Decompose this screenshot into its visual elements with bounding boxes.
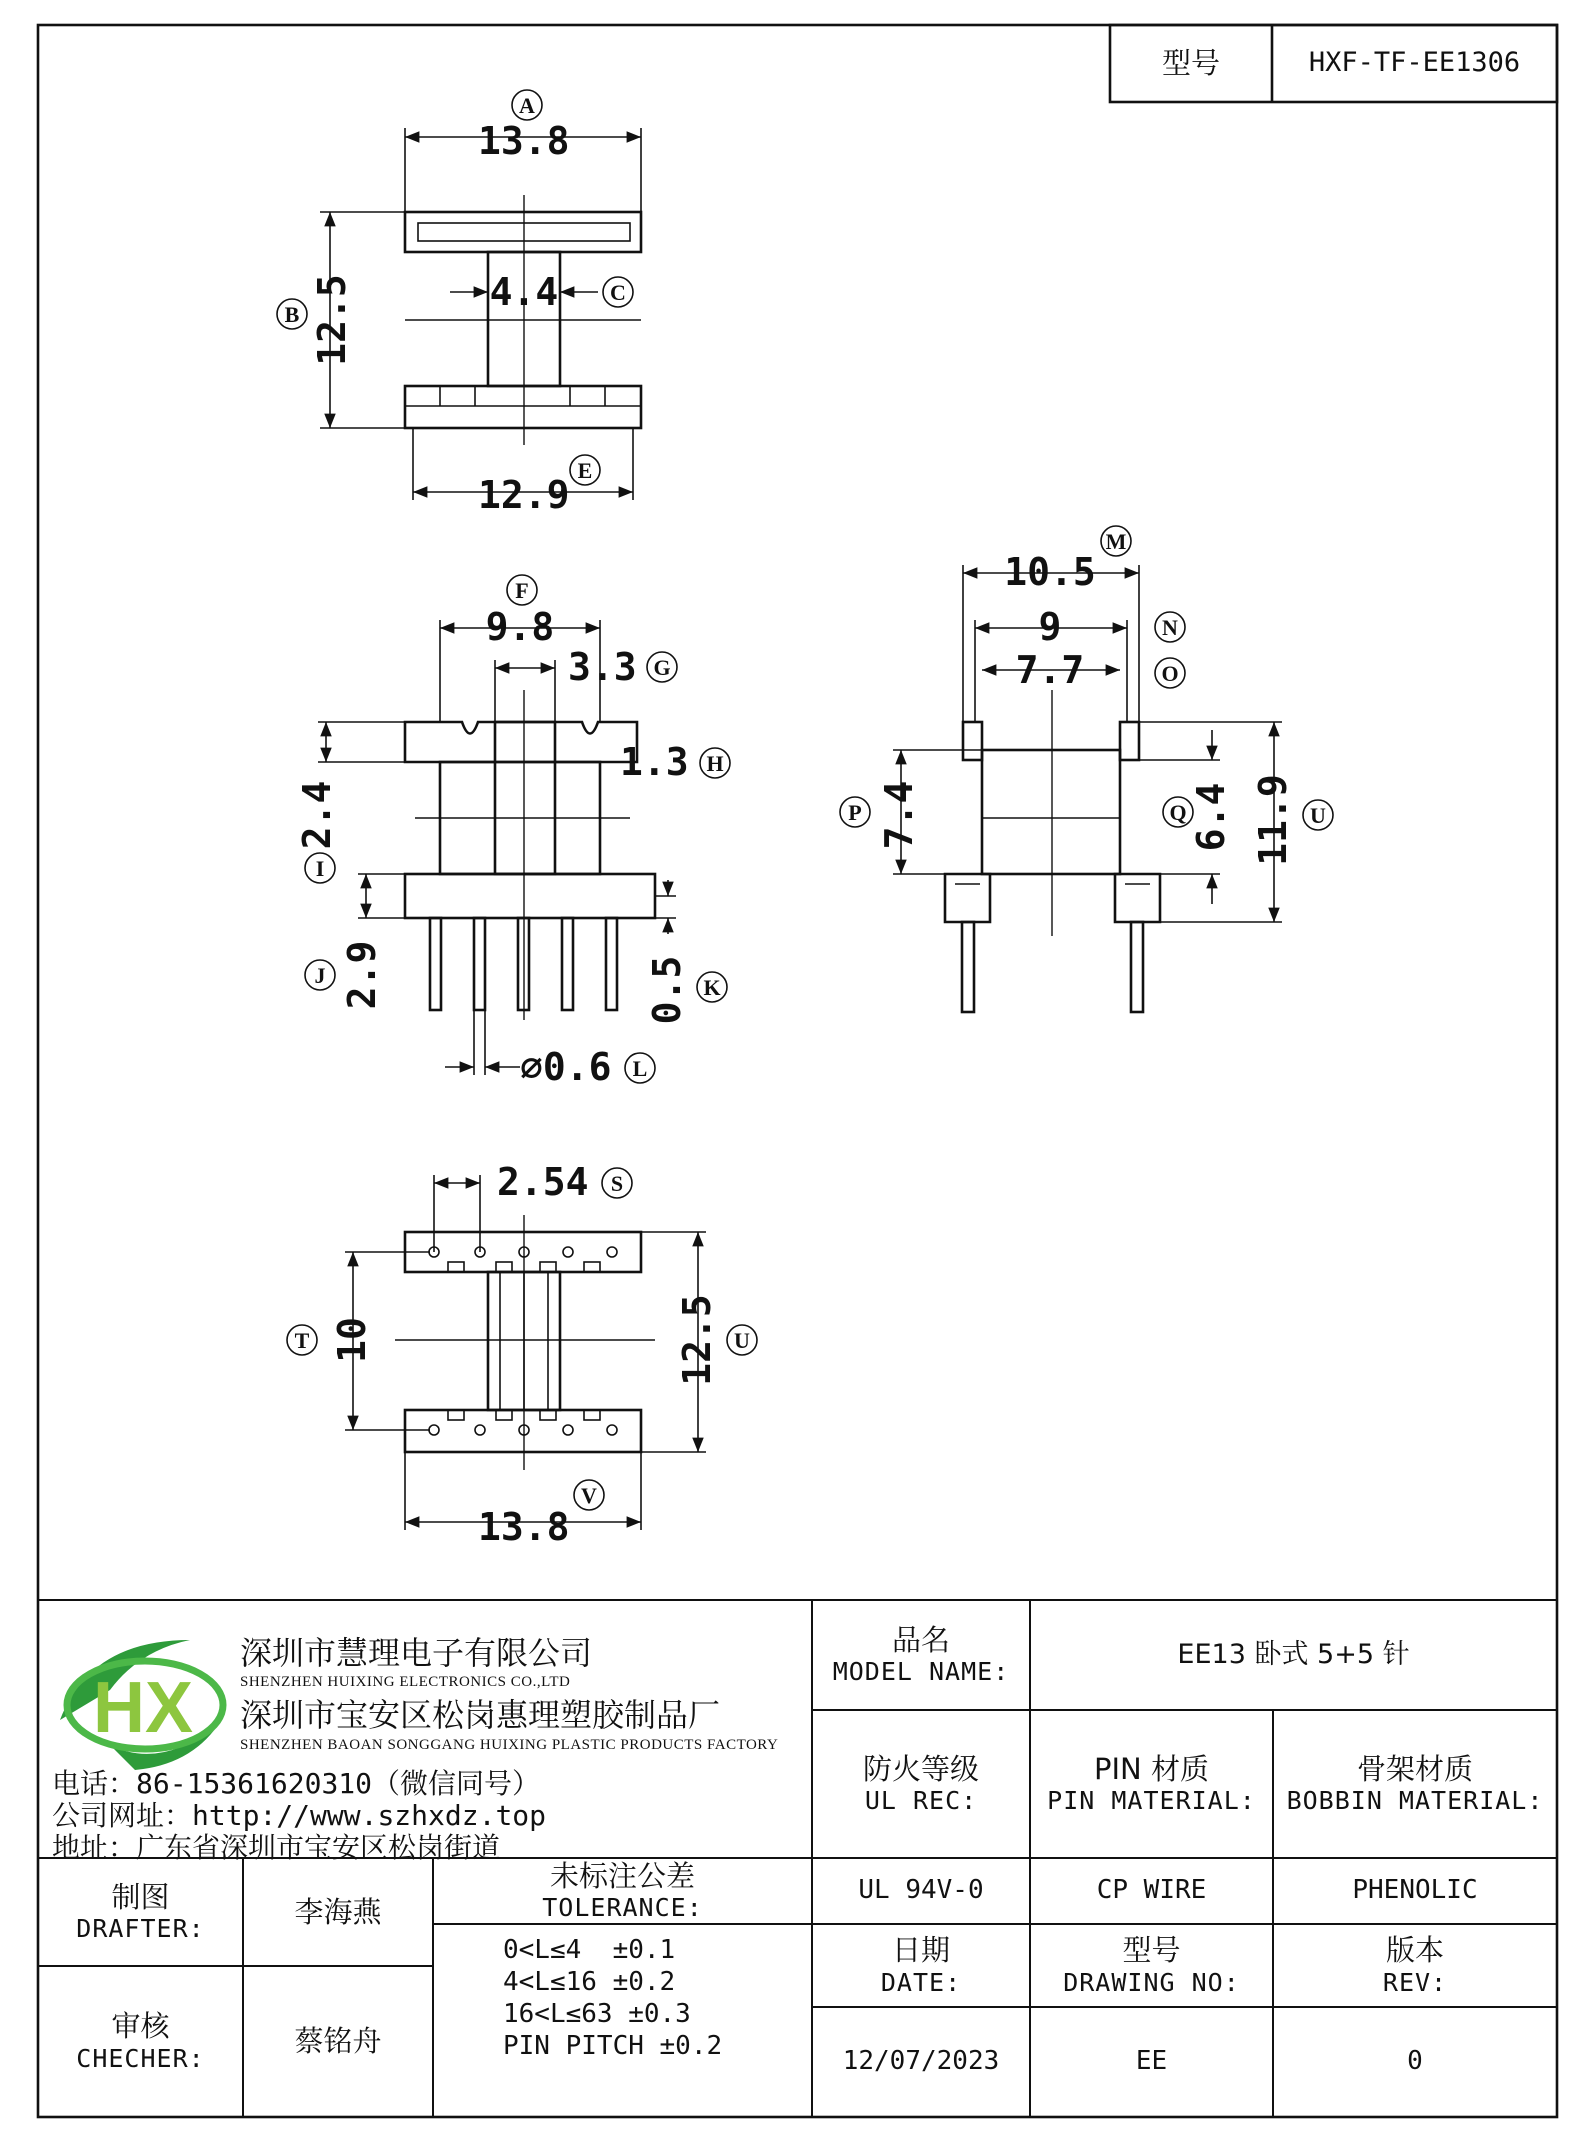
marker-H xyxy=(700,748,730,778)
ul-rec-value: UL 94V-0 xyxy=(858,1875,984,1906)
phone-label: 电话： xyxy=(52,1767,137,1800)
dim-V: 13.8 xyxy=(478,1505,570,1549)
marker-P xyxy=(840,797,870,827)
dim-J: 2.9 xyxy=(340,940,384,1010)
marker-J xyxy=(305,960,335,990)
svg-text:C: C xyxy=(610,280,626,305)
bobbin-material-label: 骨架材质 BOBBIN MATERIAL: xyxy=(1286,1751,1544,1816)
drawing-no-label: 型号 DRAWING NO: xyxy=(1063,1933,1240,1997)
pin-material-label: PIN 材质 PIN MATERIAL: xyxy=(1047,1751,1256,1816)
dim-U2: 12.5 xyxy=(675,1294,719,1386)
tolerance-label: 未标注公差 TOLERANCE: xyxy=(542,1858,703,1923)
svg-text:I: I xyxy=(315,856,325,881)
web-url[interactable]: http://www.szhxdz.top xyxy=(192,1799,547,1832)
marker-S xyxy=(602,1168,632,1198)
svg-text:E: E xyxy=(577,458,593,483)
svg-text:V: V xyxy=(581,1483,597,1508)
top-view xyxy=(320,128,641,500)
svg-text:U: U xyxy=(734,1328,750,1353)
dim-Q: 6.4 xyxy=(1189,782,1233,852)
factory-name-en: SHENZHEN BAOAN SONGGANG HUIXING PLASTIC PRODUCTS FACTORY xyxy=(240,1737,779,1753)
factory-name-zh: 深圳市宝安区松岗惠理塑胶制品厂 xyxy=(240,1696,721,1734)
phone-number: 86-15361620310 xyxy=(136,1767,373,1800)
bobbin-material-value: PHENOLIC xyxy=(1352,1875,1478,1906)
web-label: 公司网址： xyxy=(52,1799,193,1832)
company-name-en: SHENZHEN HUIXING ELECTRONICS CO.,LTD xyxy=(240,1674,571,1690)
header-model-label: 型号 xyxy=(1161,46,1220,81)
model-name-label: 品名 MODEL NAME: xyxy=(832,1622,1010,1687)
ul-rec-label: 防火等级 UL REC: xyxy=(862,1751,979,1816)
checker-label: 审核 CHECHER: xyxy=(76,2009,205,2073)
svg-text:G: G xyxy=(653,655,671,680)
dim-A: 13.8 xyxy=(478,119,570,163)
drawing-no-value: EE xyxy=(1135,2046,1168,2077)
marker-A xyxy=(512,90,542,120)
svg-text:N: N xyxy=(1162,615,1178,640)
tolerance-line-4: PIN PITCH ±0.2 xyxy=(503,2031,723,2061)
svg-text:F: F xyxy=(515,578,529,603)
svg-text:P: P xyxy=(848,800,862,825)
svg-text:U: U xyxy=(1310,803,1326,828)
rev-label: 版本 REV: xyxy=(1382,1933,1448,1997)
marker-T xyxy=(287,1325,317,1355)
phone-note: （微信同号） xyxy=(372,1767,541,1800)
marker-N xyxy=(1155,612,1185,642)
marker-E xyxy=(570,455,600,485)
addr-label: 地址： xyxy=(52,1831,137,1864)
marker-K xyxy=(697,972,727,1002)
svg-text:Q: Q xyxy=(1169,800,1187,825)
dim-P: 7.4 xyxy=(877,780,921,850)
svg-text:J: J xyxy=(314,963,326,988)
tolerance-line-3: 16<L≤63 ±0.3 xyxy=(503,1999,691,2029)
dim-B: 12.5 xyxy=(310,274,354,366)
dim-F: 9.8 xyxy=(485,605,555,649)
rev-value: 0 xyxy=(1407,2046,1423,2077)
drafter-label: 制图 DRAFTER: xyxy=(76,1879,205,1944)
dim-S: 2.54 xyxy=(497,1160,589,1204)
dim-N: 9 xyxy=(1038,605,1062,649)
date-label: 日期 DATE: xyxy=(880,1933,962,1997)
svg-text:O: O xyxy=(1161,661,1179,686)
svg-text:H: H xyxy=(706,751,724,776)
dim-O: 7.7 xyxy=(1015,648,1085,692)
dim-K: 0.5 xyxy=(645,955,689,1025)
marker-O xyxy=(1155,658,1185,688)
pin-material-value: CP WIRE xyxy=(1096,1875,1207,1906)
marker-U2 xyxy=(727,1325,757,1355)
marker-I xyxy=(305,853,335,883)
date-value: 12/07/2023 xyxy=(842,2046,1000,2077)
svg-text:K: K xyxy=(703,975,721,1000)
model-name-value: EE13 卧式 5+5 针 xyxy=(1177,1638,1410,1670)
dim-L: ⌀0.6 xyxy=(520,1045,612,1089)
marker-M xyxy=(1101,526,1131,556)
dim-U: 11.9 xyxy=(1251,774,1295,866)
svg-text:B: B xyxy=(284,302,300,327)
dim-I: 2.4 xyxy=(295,780,339,850)
dim-T: 10 xyxy=(330,1317,374,1363)
dim-G: 3.3 xyxy=(568,645,637,689)
marker-C xyxy=(603,277,633,307)
dim-E: 12.9 xyxy=(478,473,570,517)
svg-text:M: M xyxy=(1105,529,1127,554)
marker-B xyxy=(277,299,307,329)
dim-C: 4.4 xyxy=(489,270,559,314)
marker-V xyxy=(574,1480,604,1510)
svg-text:T: T xyxy=(294,1328,310,1353)
addr-value: 广东省深圳市宝安区松岗街道 xyxy=(136,1831,501,1864)
tolerance-line-1: 0<L≤4 ±0.1 xyxy=(503,1935,676,1965)
company-name-zh: 深圳市慧理电子有限公司 xyxy=(240,1634,593,1672)
company-logo xyxy=(60,1640,223,1770)
svg-text:S: S xyxy=(610,1171,624,1196)
header-model-value: HXF-TF-EE1306 xyxy=(1308,47,1521,79)
drafter-value: 李海燕 xyxy=(294,1894,382,1929)
dim-H: 1.3 xyxy=(620,740,689,784)
svg-text:HX: HX xyxy=(92,1668,194,1748)
marker-F xyxy=(507,575,537,605)
tolerance-line-2: 4<L≤16 ±0.2 xyxy=(503,1967,676,1997)
dim-M: 10.5 xyxy=(1004,550,1096,594)
checker-value: 蔡铭舟 xyxy=(294,2024,382,2059)
marker-G xyxy=(647,652,677,682)
svg-text:L: L xyxy=(632,1056,648,1081)
marker-U xyxy=(1303,800,1333,830)
svg-text:A: A xyxy=(519,93,535,118)
marker-L xyxy=(625,1053,655,1083)
bottom-view xyxy=(345,1175,706,1530)
